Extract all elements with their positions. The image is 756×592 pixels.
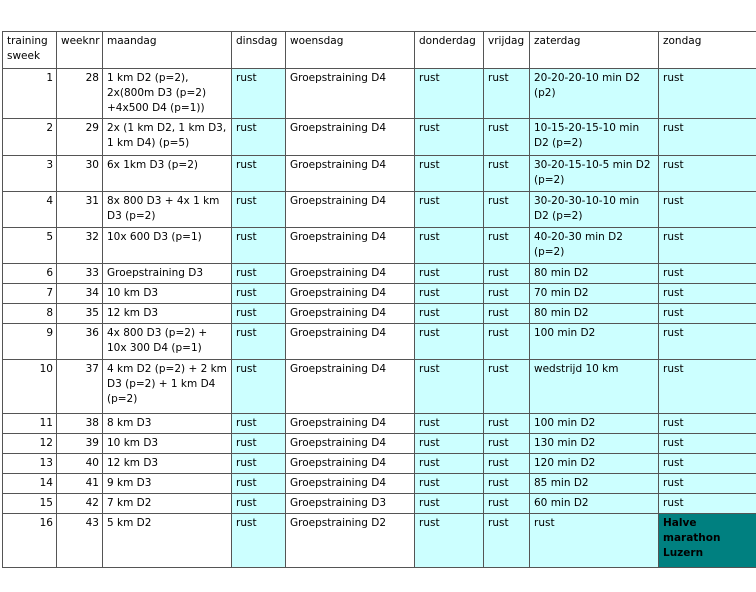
monday-cell: 8x 800 D3 + 4x 1 km D3 (p=2): [103, 192, 232, 228]
weeknr-cell: 36: [57, 324, 103, 360]
week-cell: 1: [3, 69, 57, 119]
saturday-cell: rust: [530, 514, 659, 568]
monday-cell: 4 km D2 (p=2) + 2 km D3 (p=2) + 1 km D4 (p=2): [103, 360, 232, 414]
thursday-cell: rust: [415, 414, 484, 434]
table-row: [3, 414, 756, 434]
saturday-cell: 80 min D2: [530, 304, 659, 324]
table-row: [3, 119, 756, 156]
friday-cell: rust: [484, 284, 530, 304]
saturday-cell: 130 min D2: [530, 434, 659, 454]
table-row: [3, 324, 756, 360]
tuesday-cell: rust: [232, 454, 286, 474]
header-cell: zaterdag: [530, 32, 659, 69]
wednesday-cell: Groepstraining D4: [286, 414, 415, 434]
saturday-cell: 20-20-20-10 min D2 (p2): [530, 69, 659, 119]
saturday-cell: 80 min D2: [530, 264, 659, 284]
table-row: [3, 454, 756, 474]
wednesday-cell: Groepstraining D4: [286, 434, 415, 454]
tuesday-cell: rust: [232, 264, 286, 284]
thursday-cell: rust: [415, 228, 484, 264]
week-cell: 9: [3, 324, 57, 360]
tuesday-cell: rust: [232, 414, 286, 434]
monday-cell: 4x 800 D3 (p=2) + 10x 300 D4 (p=1): [103, 324, 232, 360]
tuesday-cell: rust: [232, 494, 286, 514]
thursday-cell: rust: [415, 360, 484, 414]
wednesday-cell: Groepstraining D4: [286, 119, 415, 156]
monday-cell: 10 km D3: [103, 434, 232, 454]
week-cell: 7: [3, 284, 57, 304]
header-cell: training sweek: [3, 32, 57, 69]
table-row: [3, 192, 756, 228]
friday-cell: rust: [484, 156, 530, 192]
tuesday-cell: rust: [232, 360, 286, 414]
header-cell: maandag: [103, 32, 232, 69]
table-row: [3, 474, 756, 494]
week-cell: 3: [3, 156, 57, 192]
saturday-cell: 60 min D2: [530, 494, 659, 514]
header-cell: weeknr: [57, 32, 103, 69]
wednesday-cell: Groepstraining D2: [286, 514, 415, 568]
tuesday-cell: rust: [232, 324, 286, 360]
sunday-cell: rust: [659, 284, 756, 304]
sunday-cell: Halve marathon Luzern: [659, 514, 756, 568]
monday-cell: 10 km D3: [103, 284, 232, 304]
wednesday-cell: Groepstraining D4: [286, 454, 415, 474]
week-cell: 13: [3, 454, 57, 474]
weeknr-cell: 37: [57, 360, 103, 414]
weeknr-cell: 42: [57, 494, 103, 514]
saturday-cell: 100 min D2: [530, 324, 659, 360]
thursday-cell: rust: [415, 69, 484, 119]
table-row: [3, 494, 756, 514]
header-row: [3, 32, 756, 69]
thursday-cell: rust: [415, 474, 484, 494]
friday-cell: rust: [484, 414, 530, 434]
sunday-cell: rust: [659, 324, 756, 360]
tuesday-cell: rust: [232, 304, 286, 324]
weeknr-cell: 41: [57, 474, 103, 494]
wednesday-cell: Groepstraining D3: [286, 494, 415, 514]
sunday-cell: rust: [659, 454, 756, 474]
thursday-cell: rust: [415, 514, 484, 568]
sunday-cell: rust: [659, 434, 756, 454]
tuesday-cell: rust: [232, 119, 286, 156]
table-row: [3, 304, 756, 324]
thursday-cell: rust: [415, 304, 484, 324]
monday-cell: 10x 600 D3 (p=1): [103, 228, 232, 264]
tuesday-cell: rust: [232, 192, 286, 228]
thursday-cell: rust: [415, 119, 484, 156]
header-cell: vrijdag: [484, 32, 530, 69]
saturday-cell: wedstrijd 10 km: [530, 360, 659, 414]
friday-cell: rust: [484, 454, 530, 474]
sunday-cell: rust: [659, 474, 756, 494]
monday-cell: 9 km D3: [103, 474, 232, 494]
weeknr-cell: 43: [57, 514, 103, 568]
sunday-cell: rust: [659, 264, 756, 284]
tuesday-cell: rust: [232, 156, 286, 192]
friday-cell: rust: [484, 494, 530, 514]
weeknr-cell: 38: [57, 414, 103, 434]
weeknr-cell: 32: [57, 228, 103, 264]
wednesday-cell: Groepstraining D4: [286, 264, 415, 284]
friday-cell: rust: [484, 324, 530, 360]
friday-cell: rust: [484, 69, 530, 119]
friday-cell: rust: [484, 434, 530, 454]
friday-cell: rust: [484, 474, 530, 494]
wednesday-cell: Groepstraining D4: [286, 284, 415, 304]
sunday-cell: rust: [659, 304, 756, 324]
thursday-cell: rust: [415, 264, 484, 284]
monday-cell: 12 km D3: [103, 454, 232, 474]
saturday-cell: 30-20-15-10-5 min D2 (p=2): [530, 156, 659, 192]
weeknr-cell: 28: [57, 69, 103, 119]
header-cell: woensdag: [286, 32, 415, 69]
saturday-cell: 70 min D2: [530, 284, 659, 304]
weeknr-cell: 30: [57, 156, 103, 192]
sunday-cell: rust: [659, 494, 756, 514]
weeknr-cell: 33: [57, 264, 103, 284]
saturday-cell: 120 min D2: [530, 454, 659, 474]
week-cell: 12: [3, 434, 57, 454]
weeknr-cell: 35: [57, 304, 103, 324]
saturday-cell: 85 min D2: [530, 474, 659, 494]
sunday-cell: rust: [659, 414, 756, 434]
week-cell: 11: [3, 414, 57, 434]
week-cell: 15: [3, 494, 57, 514]
table-row: [3, 264, 756, 284]
sunday-cell: rust: [659, 360, 756, 414]
weeknr-cell: 34: [57, 284, 103, 304]
monday-cell: 7 km D2: [103, 494, 232, 514]
tuesday-cell: rust: [232, 284, 286, 304]
header-cell: donderdag: [415, 32, 484, 69]
friday-cell: rust: [484, 360, 530, 414]
weeknr-cell: 40: [57, 454, 103, 474]
table-row: [3, 514, 756, 568]
week-cell: 10: [3, 360, 57, 414]
tuesday-cell: rust: [232, 474, 286, 494]
friday-cell: rust: [484, 514, 530, 568]
thursday-cell: rust: [415, 156, 484, 192]
weeknr-cell: 31: [57, 192, 103, 228]
monday-cell: 8 km D3: [103, 414, 232, 434]
monday-cell: 2x (1 km D2, 1 km D3, 1 km D4) (p=5): [103, 119, 232, 156]
training-schedule-table: [2, 31, 756, 568]
week-cell: 4: [3, 192, 57, 228]
wednesday-cell: Groepstraining D4: [286, 360, 415, 414]
monday-cell: 1 km D2 (p=2), 2x(800m D3 (p=2) +4x500 D4 (p=1)): [103, 69, 232, 119]
wednesday-cell: Groepstraining D4: [286, 192, 415, 228]
monday-cell: 6x 1km D3 (p=2): [103, 156, 232, 192]
sunday-cell: rust: [659, 119, 756, 156]
friday-cell: rust: [484, 192, 530, 228]
thursday-cell: rust: [415, 454, 484, 474]
wednesday-cell: Groepstraining D4: [286, 474, 415, 494]
thursday-cell: rust: [415, 324, 484, 360]
schedule-body: [3, 69, 756, 568]
table-row: [3, 434, 756, 454]
friday-cell: rust: [484, 264, 530, 284]
saturday-cell: 40-20-30 min D2 (p=2): [530, 228, 659, 264]
table-row: [3, 156, 756, 192]
weeknr-cell: 29: [57, 119, 103, 156]
table-row: [3, 360, 756, 414]
sunday-cell: rust: [659, 69, 756, 119]
week-cell: 16: [3, 514, 57, 568]
friday-cell: rust: [484, 304, 530, 324]
sunday-cell: rust: [659, 156, 756, 192]
friday-cell: rust: [484, 119, 530, 156]
saturday-cell: 100 min D2: [530, 414, 659, 434]
thursday-cell: rust: [415, 494, 484, 514]
week-cell: 5: [3, 228, 57, 264]
week-cell: 2: [3, 119, 57, 156]
week-cell: 6: [3, 264, 57, 284]
table-row: [3, 69, 756, 119]
monday-cell: Groepstraining D3: [103, 264, 232, 284]
saturday-cell: 10-15-20-15-10 min D2 (p=2): [530, 119, 659, 156]
monday-cell: 12 km D3: [103, 304, 232, 324]
saturday-cell: 30-20-30-10-10 min D2 (p=2): [530, 192, 659, 228]
tuesday-cell: rust: [232, 514, 286, 568]
thursday-cell: rust: [415, 434, 484, 454]
header-cell: dinsdag: [232, 32, 286, 69]
wednesday-cell: Groepstraining D4: [286, 228, 415, 264]
week-cell: 8: [3, 304, 57, 324]
sunday-cell: rust: [659, 228, 756, 264]
wednesday-cell: Groepstraining D4: [286, 156, 415, 192]
wednesday-cell: Groepstraining D4: [286, 324, 415, 360]
friday-cell: rust: [484, 228, 530, 264]
thursday-cell: rust: [415, 284, 484, 304]
monday-cell: 5 km D2: [103, 514, 232, 568]
week-cell: 14: [3, 474, 57, 494]
sunday-cell: rust: [659, 192, 756, 228]
tuesday-cell: rust: [232, 69, 286, 119]
weeknr-cell: 39: [57, 434, 103, 454]
table-row: [3, 284, 756, 304]
wednesday-cell: Groepstraining D4: [286, 69, 415, 119]
wednesday-cell: Groepstraining D4: [286, 304, 415, 324]
table-row: [3, 228, 756, 264]
header-cell: zondag: [659, 32, 756, 69]
thursday-cell: rust: [415, 192, 484, 228]
tuesday-cell: rust: [232, 434, 286, 454]
tuesday-cell: rust: [232, 228, 286, 264]
